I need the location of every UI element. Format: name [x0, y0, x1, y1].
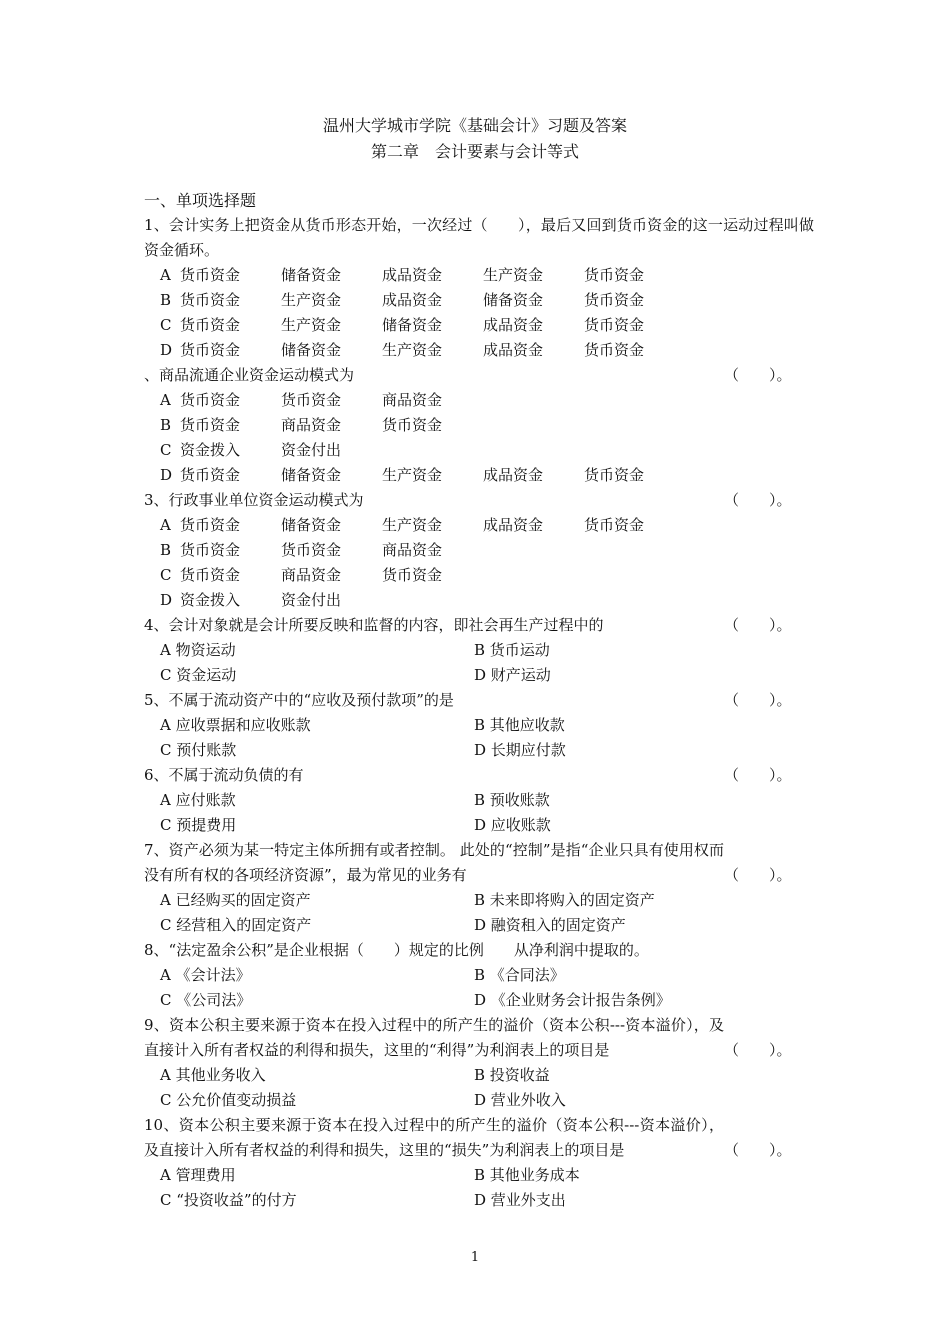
option-choice: A 物资运动	[160, 641, 236, 659]
option-row	[144, 288, 814, 313]
answer-blank: （ ）。	[724, 366, 792, 384]
option-step: 储备资金	[281, 266, 342, 284]
option-letter: A	[160, 391, 171, 409]
question-stem	[144, 688, 814, 713]
section-heading: 一、单项选择题	[144, 191, 257, 210]
option-row	[144, 988, 814, 1013]
option-step: 货币资金	[584, 466, 645, 484]
option-step: 资金拨入	[180, 441, 241, 459]
option-step: 货币资金	[584, 341, 645, 359]
option-choice: C 预提费用	[160, 816, 237, 834]
option-row	[144, 413, 814, 438]
option-choice: A 《会计法》	[160, 966, 251, 984]
option-row	[144, 813, 814, 838]
option-row	[144, 313, 814, 338]
option-choice: B 其他应收款	[474, 716, 565, 734]
option-row	[144, 263, 814, 288]
option-step: 货币资金	[180, 316, 241, 334]
question-stem	[144, 363, 814, 388]
option-choice: D 财产运动	[474, 666, 551, 684]
option-row	[144, 338, 814, 363]
question-stem	[144, 763, 814, 788]
option-step: 生产资金	[382, 516, 443, 534]
answer-blank: （ ）。	[724, 1041, 792, 1059]
option-row	[144, 513, 814, 538]
option-letter: B	[160, 416, 172, 434]
option-row	[144, 963, 814, 988]
option-letter: D	[160, 341, 173, 359]
page-number: 1	[470, 1250, 480, 1265]
answer-blank: （ ）。	[724, 691, 792, 709]
option-step: 货币资金	[180, 566, 241, 584]
option-choice: B 预收账款	[474, 791, 550, 809]
question-text: 3、行政事业单位资金运动模式为	[144, 491, 364, 509]
option-row	[144, 738, 814, 763]
answer-blank: （ ）。	[724, 766, 792, 784]
option-step: 生产资金	[382, 466, 443, 484]
option-step: 货币资金	[281, 541, 342, 559]
option-choice: B 其他业务成本	[474, 1166, 580, 1184]
option-step: 货币资金	[180, 341, 241, 359]
option-choice: C 公允价值变动损益	[160, 1091, 297, 1109]
option-choice: D 长期应付款	[474, 741, 566, 759]
option-choice: A 应付账款	[160, 791, 236, 809]
option-step: 货币资金	[584, 266, 645, 284]
option-choice: C 预付账款	[160, 741, 237, 759]
option-step: 储备资金	[281, 516, 342, 534]
option-choice: C 资金运动	[160, 666, 237, 684]
question-text: 10、资本公积主要来源于资本在投入过程中的所产生的溢价（资本公积---资本溢价），及直接计入所有者权益的利得和损失，这里的“损失”为利润表上的项目是	[144, 1116, 724, 1159]
option-step: 货币资金	[281, 391, 342, 409]
answer-blank: （ ）。	[724, 491, 792, 509]
option-choice: C “投资收益”的付方	[160, 1191, 297, 1209]
option-choice: A 已经购买的固定资产	[160, 891, 311, 909]
question-stem	[144, 213, 814, 263]
question-text: 8、“法定盈余公积”是企业根据（ ）规定的比例 从净利润中提取的。	[144, 941, 649, 959]
option-choice: C 《公司法》	[160, 991, 252, 1009]
option-choice: C 经营租入的固定资产	[160, 916, 312, 934]
question-text: 5、不属于流动资产中的“应收及预付款项”的是	[144, 691, 454, 709]
option-row	[144, 788, 814, 813]
option-letter: D	[160, 466, 173, 484]
answer-blank: （ ）。	[724, 866, 792, 884]
option-step: 成品资金	[382, 266, 443, 284]
option-step: 资金拨入	[180, 591, 241, 609]
question-text: 1、会计实务上把资金从货币形态开始，一次经过（ ），最后又回到货币资金的这一运动过程叫做资金循环。	[144, 216, 814, 259]
option-letter: D	[160, 591, 173, 609]
option-choice: D 《企业财务会计报告条例》	[474, 991, 671, 1009]
option-letter: C	[160, 441, 172, 459]
option-letter: A	[160, 516, 171, 534]
option-row	[144, 1188, 814, 1213]
option-step: 储备资金	[281, 466, 342, 484]
option-choice: B 货币运动	[474, 641, 550, 659]
question-text: 4、会计对象就是会计所要反映和监督的内容，即社会再生产过程中的	[144, 616, 604, 634]
question-text: 6、不属于流动负债的有	[144, 766, 304, 784]
option-step: 储备资金	[483, 291, 544, 309]
option-row	[144, 388, 814, 413]
option-step: 成品资金	[382, 291, 443, 309]
option-step: 资金付出	[281, 591, 342, 609]
option-step: 货币资金	[584, 291, 645, 309]
option-step: 货币资金	[180, 391, 241, 409]
option-choice: B 投资收益	[474, 1066, 550, 1084]
option-row	[144, 1088, 814, 1113]
option-step: 商品资金	[382, 391, 443, 409]
option-letter: C	[160, 316, 172, 334]
option-step: 商品资金	[382, 541, 443, 559]
option-step: 货币资金	[584, 516, 645, 534]
option-step: 资金付出	[281, 441, 342, 459]
option-row	[144, 888, 814, 913]
question-stem	[144, 613, 814, 638]
option-choice: A 应收票据和应收账款	[160, 716, 311, 734]
option-step: 商品资金	[281, 416, 342, 434]
option-step: 生产资金	[281, 316, 342, 334]
option-choice: A 管理费用	[160, 1166, 236, 1184]
question-stem	[144, 938, 814, 963]
question-stem	[144, 488, 814, 513]
option-row	[144, 1063, 814, 1088]
option-step: 货币资金	[180, 466, 241, 484]
option-letter: C	[160, 566, 172, 584]
option-row	[144, 538, 814, 563]
option-row	[144, 1163, 814, 1188]
option-step: 生产资金	[382, 341, 443, 359]
option-letter: B	[160, 291, 172, 309]
option-step: 商品资金	[281, 566, 342, 584]
document-title: 温州大学城市学院《基础会计》习题及答案	[322, 116, 627, 135]
option-choice: A 其他业务收入	[160, 1066, 266, 1084]
option-letter: A	[160, 266, 171, 284]
option-step: 货币资金	[180, 541, 241, 559]
answer-blank: （ ）。	[724, 616, 792, 634]
question-stem	[144, 1013, 814, 1063]
option-row	[144, 563, 814, 588]
option-choice: D 营业外收入	[474, 1091, 566, 1109]
option-row	[144, 913, 814, 938]
option-step: 货币资金	[382, 566, 443, 584]
option-step: 成品资金	[483, 466, 544, 484]
option-step: 货币资金	[180, 516, 241, 534]
option-step: 货币资金	[180, 291, 241, 309]
question-list	[144, 188, 814, 1213]
option-letter: B	[160, 541, 172, 559]
question-text: 9、资本公积主要来源于资本在投入过程中的所产生的溢价（资本公积---资本溢价），及直接计入所有者权益的利得和损失，这里的“利得”为利润表上的项目是	[144, 1016, 724, 1059]
option-step: 货币资金	[180, 416, 241, 434]
option-row	[144, 663, 814, 688]
question-stem	[144, 1113, 814, 1163]
option-step: 成品资金	[483, 516, 544, 534]
option-choice: D 营业外支出	[474, 1191, 566, 1209]
option-step: 生产资金	[281, 291, 342, 309]
option-step: 货币资金	[584, 316, 645, 334]
option-row	[144, 438, 814, 463]
option-step: 生产资金	[483, 266, 544, 284]
option-step: 储备资金	[382, 316, 443, 334]
option-step: 货币资金	[180, 266, 241, 284]
answer-blank: （ ）。	[724, 1141, 792, 1159]
question-text: 、商品流通企业资金运动模式为	[144, 366, 355, 384]
option-row	[144, 713, 814, 738]
option-row	[144, 638, 814, 663]
option-step: 储备资金	[281, 341, 342, 359]
option-step: 成品资金	[483, 316, 544, 334]
question-text: 7、资产必须为某一特定主体所拥有或者控制。 此处的“控制”是指“企业只具有使用权而没有所有权的各项经济资源”，最为常见的业务有	[144, 841, 724, 884]
option-choice: D 应收账款	[474, 816, 551, 834]
option-step: 货币资金	[382, 416, 443, 434]
option-row	[144, 588, 814, 613]
option-choice: B 未来即将购入的固定资产	[474, 891, 655, 909]
option-step: 成品资金	[483, 341, 544, 359]
chapter-subtitle: 第二章 会计要素与会计等式	[370, 142, 579, 161]
option-choice: D 融资租入的固定资产	[474, 916, 626, 934]
option-row	[144, 463, 814, 488]
option-choice: B 《合同法》	[474, 966, 565, 984]
question-stem	[144, 838, 814, 888]
